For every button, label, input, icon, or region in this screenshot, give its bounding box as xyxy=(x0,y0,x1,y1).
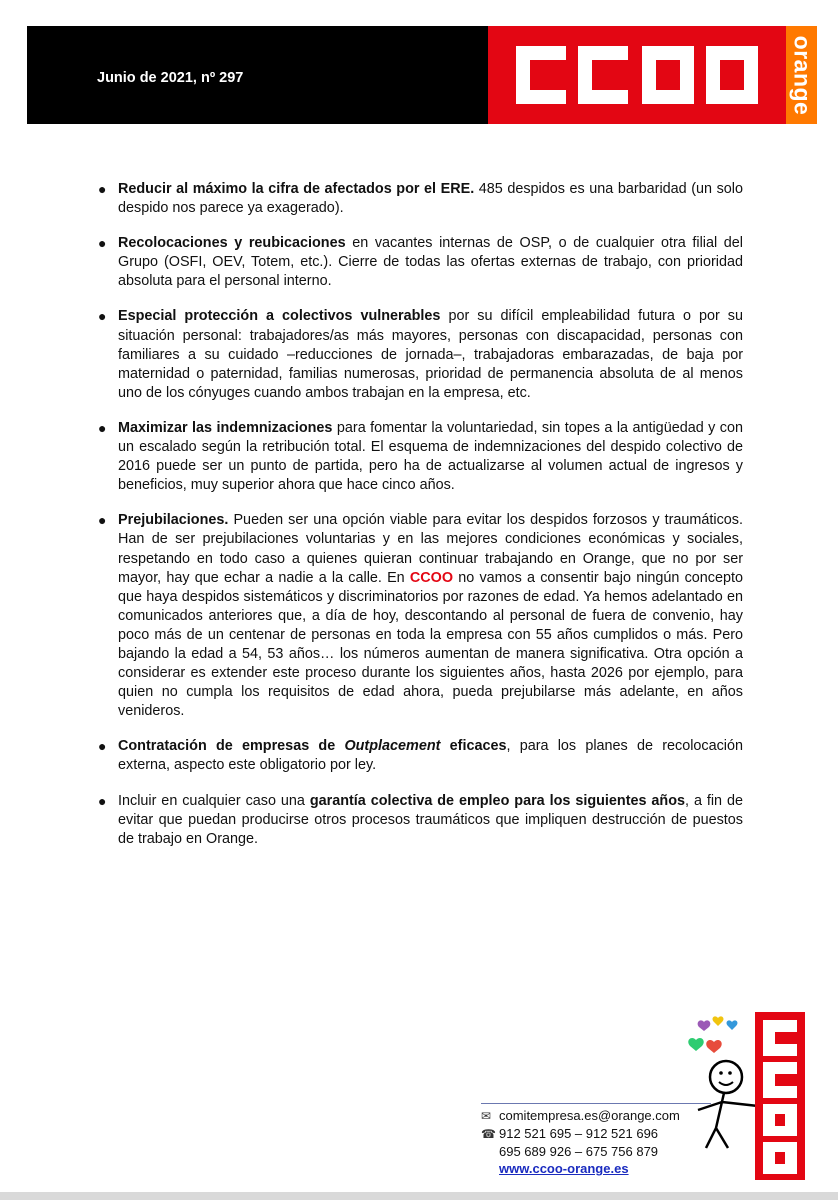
ccoo-logo-letters xyxy=(512,42,762,108)
orange-brand-strip xyxy=(786,26,817,124)
item-heading: Maximizar las indemnizaciones xyxy=(118,419,333,436)
list-item xyxy=(98,419,743,495)
document-body xyxy=(98,180,743,865)
list-item xyxy=(98,511,743,721)
bullet-icon: ● xyxy=(98,235,107,252)
item-heading: garantía colectiva de empleo para los siguientes años xyxy=(309,792,686,809)
phone-icon: ☎ xyxy=(481,1127,496,1141)
contact-phone-2: 695 689 926 – 675 756 879 xyxy=(499,1144,659,1159)
orange-brand-word: orange xyxy=(789,35,815,115)
list-item xyxy=(98,307,743,402)
list-item xyxy=(98,792,743,849)
ccoo-vertical-logo xyxy=(755,1012,805,1180)
item-heading: Especial protección a colectivos vulnerables xyxy=(118,308,441,325)
list-item xyxy=(98,180,743,218)
item-heading: Recolocaciones y reubicaciones xyxy=(118,235,346,252)
bullet-icon: ● xyxy=(98,419,107,436)
item-heading: Reducir al máximo la cifra de afectados por el ERE. xyxy=(118,181,475,197)
ccoo-logo xyxy=(488,26,786,124)
item-text: por su difícil empleabilidad futura o por su situación personal: trabajadores/as más mayores, personas con discapacidad, personas con familiares a su cuidado –reducciones de jornada–, trabajadoras embarazadas, de baja por maternidad o paternidad, familias numerosas, prioridad de permanencia absoluta de al menos uno de los cónyuges cuando ambos trabajan en la empresa, etc. xyxy=(118,308,744,401)
contact-email[interactable]: comitempresa.es@orange.com xyxy=(499,1108,680,1123)
issue-label: Junio de 2021, nº 297 xyxy=(97,70,244,86)
item-text-continued: no vamos a consentir bajo ningún concepto que haya despidos sistemáticos y discriminatorios por razones de edad. Ya hemos adelantado en comunicados anteriores que, a día de hoy, descontando al personal de fuera de convenio, hay poco más de un centenar de personas en toda la empresa con 55 años cumplidos o más. Pero bajando la edad a 54, 53 años… los números aumentan de manera significativa. Otra opción a considerar es extender este proceso durante los siguientes años, hasta 2026 por ejemplo, para quien no cumpla los requisitos de edad ahora, pueda prejubilarse más adelante, en años venideros. xyxy=(118,569,743,720)
header-bar xyxy=(27,26,817,124)
item-heading: Prejubilaciones. xyxy=(118,512,229,529)
item-text: 485 despidos es una barbaridad (un solo despido nos parece ya exagerado). xyxy=(118,181,743,217)
item-text: Incluir en cualquier caso una xyxy=(118,792,310,809)
list-item xyxy=(98,234,743,291)
item-heading-end: eficaces xyxy=(440,738,507,755)
bullet-icon: ● xyxy=(98,792,107,809)
item-text: , para los planes de recolocación externa, aspecto este obligatorio por ley. xyxy=(118,738,744,774)
item-heading-italic: Outplacement xyxy=(344,738,441,755)
item-text: Pueden ser una opción viable para evitar los despidos forzosos y traumáticos. Han de ser prejubilaciones voluntarias y en las mejores condiciones económicas y sociales, respetando en todo caso a quienes quieran continuar trabajando en Orange, que no por ser mayor, hay que echar a nadie a la calle. En xyxy=(118,512,743,586)
ccoo-highlight: CCOO xyxy=(409,569,454,586)
item-text: para fomentar la voluntariedad, sin topes a la antigüedad y con un escalado según la retribución total. El esquema de indemnizaciones del despido colectivo de 2016 puede ser un punto de partida, pero ha de actualizarse al volumen actual de ingresos y beneficios, muy superior ahora que hace cinco años. xyxy=(118,419,743,494)
page-bottom-border xyxy=(0,1192,838,1200)
demands-list xyxy=(98,180,743,849)
list-item xyxy=(98,737,743,775)
bullet-icon: ● xyxy=(98,738,107,755)
envelope-icon: ✉ xyxy=(481,1109,492,1123)
ccoo-vertical-letters xyxy=(755,1012,805,1180)
bullet-icon: ● xyxy=(98,181,107,197)
item-text-continued: , a fin de evitar que puedan producirse otros procesos traumáticos que impliquen destrucción de puestos de trabajo en Orange. xyxy=(118,792,743,847)
contact-phone-1: 912 521 695 – 912 521 696 xyxy=(499,1126,659,1141)
bullet-icon: ● xyxy=(98,308,107,325)
website-link[interactable]: www.ccoo-orange.es xyxy=(499,1161,629,1176)
bullet-icon: ● xyxy=(98,512,107,529)
item-text: en vacantes internas de OSP, o de cualquier otra filial del Grupo (OSFI, OEV, Totem, etc.). Cierre de todas las ofertas externas de trabajo, con prioridad absoluta para el personal interno. xyxy=(118,235,743,290)
contact-block xyxy=(481,1103,711,1177)
item-heading: Contratación de empresas de xyxy=(118,738,345,755)
